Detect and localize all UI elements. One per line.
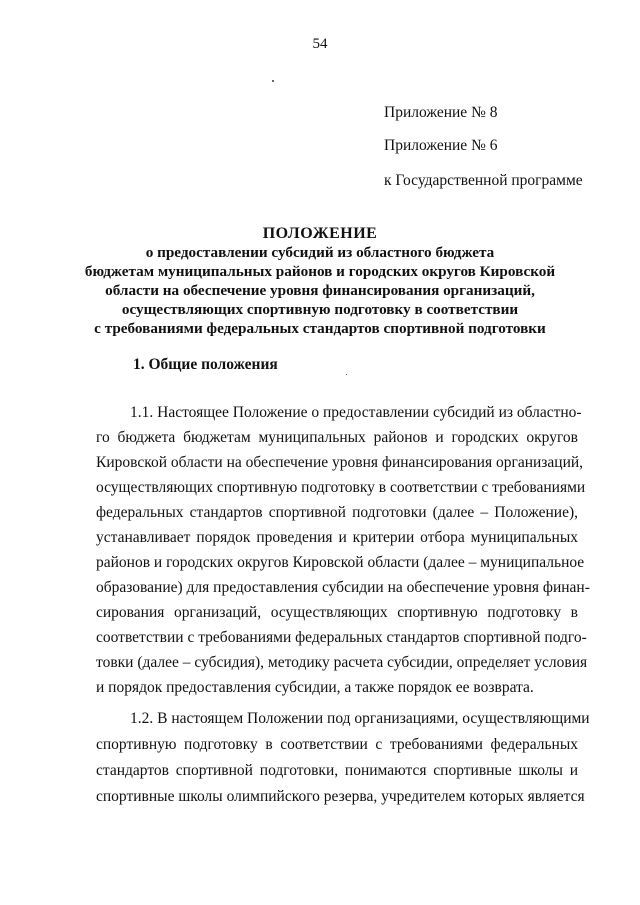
paragraph-line: спортивные школы олимпийского резерва, учредителем которых является: [96, 788, 585, 805]
paragraph-line: спортивную подготовку в соответствии с требованиями федеральных: [96, 736, 578, 753]
paragraph-line: товки (далее – субсидия), методику расчета субсидии, определяет условия: [96, 654, 588, 671]
paragraph-line: устанавливает порядок проведения и критерии отбора муниципальных: [96, 529, 578, 546]
paragraph-line: районов и городских округов Кировской области (далее – муниципальное: [96, 554, 585, 571]
paragraph-line: Кировской области на обеспечение уровня финансирования организаций,: [96, 454, 584, 471]
title-heading: ПОЛОЖЕНИЕ: [262, 225, 378, 242]
page-number: 54: [312, 36, 328, 52]
paragraph-line: сирования организаций, осуществляющих спортивную подготовку в: [96, 604, 578, 621]
paragraph-line-last: и порядок предоставления субсидии, а также порядок ее возврата.: [96, 679, 534, 696]
paragraph-line: образование) для предоставления субсидии на обеспечение уровня финан-: [96, 579, 590, 596]
paragraph-line: соответствии с требованиями федеральных стандартов спортивной подго-: [96, 629, 587, 646]
title-line: с требованиями федеральных стандартов спортивной подготовки: [94, 320, 546, 337]
appendix-label-6: Приложение № 6: [384, 137, 498, 154]
paragraph-line: федеральных стандартов спортивной подготовки (далее – Положение),: [96, 504, 578, 521]
paragraph-line: 1.2. В настоящем Положении под организациями, осуществляющими: [130, 710, 590, 727]
paragraph-line: стандартов спортивной подготовки, понимаются спортивные школы и: [96, 762, 578, 779]
appendix-program-reference: к Государственной программе: [384, 172, 583, 189]
paragraph-line: осуществляющих спортивную подготовку в соответствии с требованиями: [96, 479, 586, 496]
title-line: осуществляющих спортивную подготовку в соответствии: [121, 301, 519, 318]
section-heading: 1. Общие положения: [133, 356, 278, 373]
title-line: о предоставлении субсидий из областного бюджета: [145, 244, 495, 261]
paragraph-line: 1.1. Настоящее Положение о предоставлении субсидий из областно-: [130, 404, 582, 421]
appendix-label-8: Приложение № 8: [384, 104, 498, 121]
document-title: [40, 224, 600, 338]
scan-speck: [346, 374, 347, 375]
paragraph-line: го бюджета бюджетам муниципальных районов и городских округов: [96, 429, 578, 446]
title-line: области на обеспечение уровня финансирования организаций,: [105, 282, 535, 299]
scan-speck: [272, 80, 274, 82]
title-line: бюджетам муниципальных районов и городских округов Кировской: [84, 263, 556, 280]
